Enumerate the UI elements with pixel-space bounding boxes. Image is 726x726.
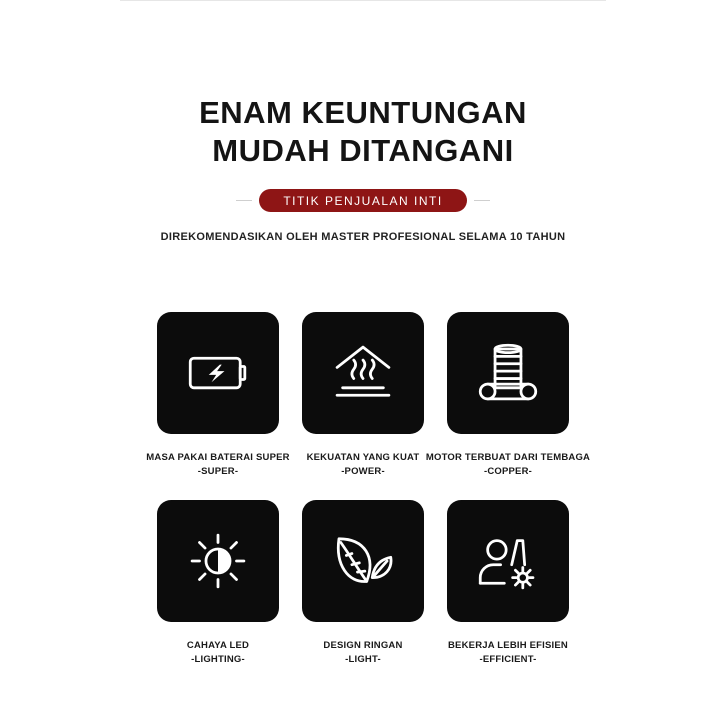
feature-tile-battery — [157, 312, 279, 434]
section-badge: TITIK PENJUALAN INTI — [259, 189, 467, 212]
feature-label: BEKERJA LEBIH EFISIEN — [448, 640, 568, 651]
feature-tile-copper — [447, 312, 569, 434]
feature-label: CAHAYA LED — [186, 640, 250, 651]
feature-label: MOTOR TERBUAT DARI TEMBAGA — [425, 452, 591, 463]
leaf-icon — [326, 524, 400, 598]
top-divider — [120, 0, 606, 1]
heat-house-icon — [326, 336, 400, 410]
feature-caption-copper — [418, 451, 598, 479]
feature-tile-light — [302, 500, 424, 622]
feature-tile-efficient — [447, 500, 569, 622]
subtitle: DIREKOMENDASIKAN OLEH MASTER PROFESIONAL SELAMA 10 TAHUN — [160, 231, 566, 243]
page-title — [0, 94, 726, 170]
badge-rule-right — [474, 200, 490, 201]
feature-tile-lighting — [157, 500, 279, 622]
badge-rule-left — [236, 200, 252, 201]
battery-icon — [181, 336, 255, 410]
feature-caption-efficient — [418, 639, 598, 667]
worker-gear-icon — [471, 524, 545, 598]
feature-label: DESIGN RINGAN — [323, 640, 403, 651]
feature-tag: -POWER- — [341, 466, 385, 477]
title-line-1: ENAM KEUNTUNGAN — [199, 95, 527, 130]
feature-tag: -LIGHTING- — [191, 654, 245, 665]
feature-tag: -EFFICIENT- — [479, 654, 537, 665]
feature-label: MASA PAKAI BATERAI SUPER — [146, 452, 290, 463]
feature-tile-power — [302, 312, 424, 434]
feature-tag: -LIGHT- — [345, 654, 381, 665]
feature-label: KEKUATAN YANG KUAT — [306, 452, 420, 463]
feature-tag: -COPPER- — [483, 466, 533, 477]
title-line-2: MUDAH DITANGANI — [212, 133, 514, 168]
copper-coil-icon — [471, 336, 545, 410]
feature-tag: -SUPER- — [197, 466, 239, 477]
sun-icon — [181, 524, 255, 598]
